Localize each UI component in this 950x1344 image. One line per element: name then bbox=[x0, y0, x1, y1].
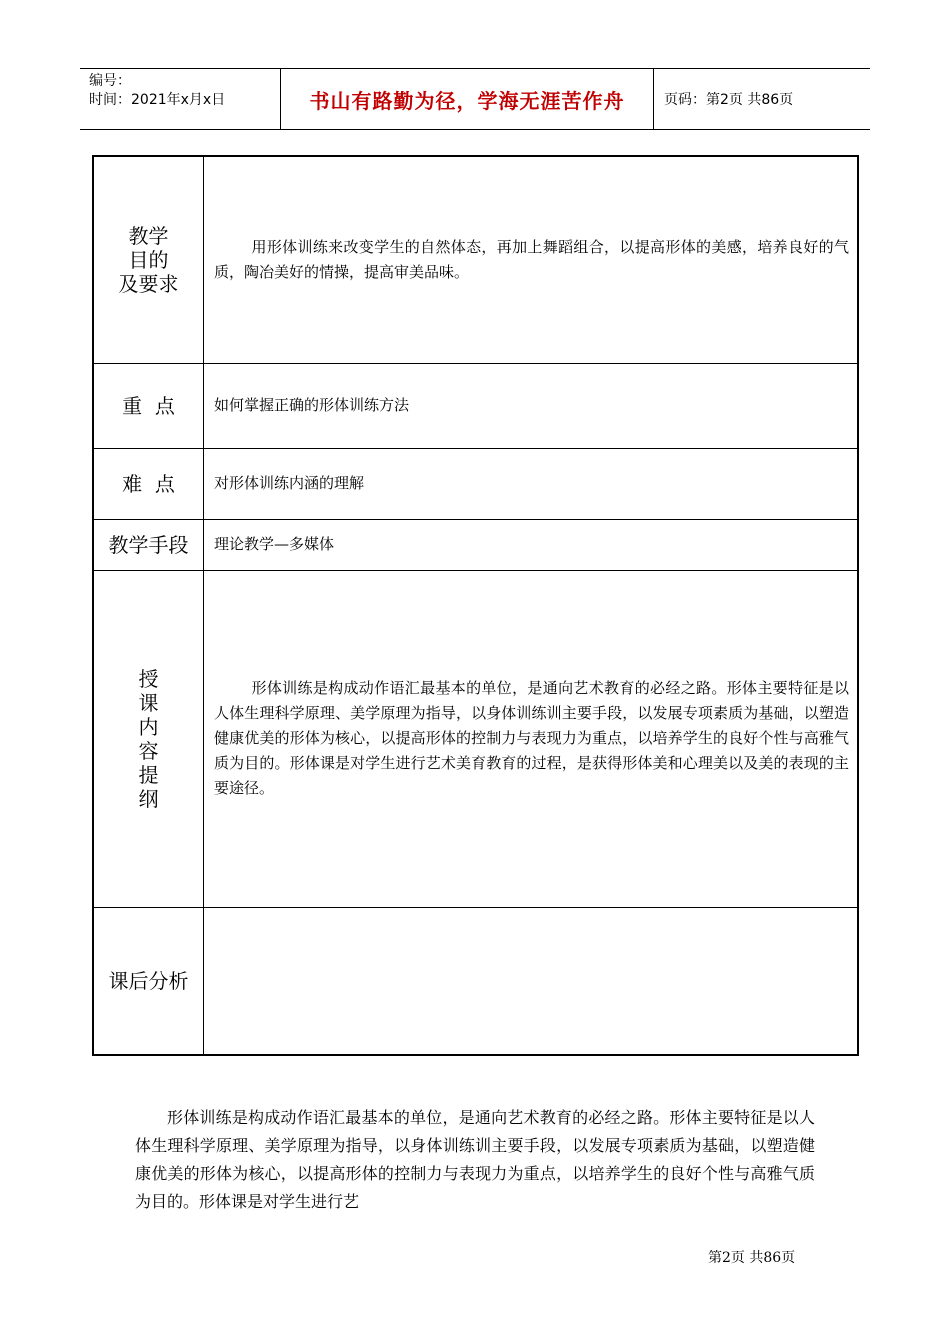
header-meta bbox=[80, 69, 281, 129]
difficulty-text: 对形体训练内涵的理解 bbox=[204, 448, 859, 519]
header-motto: 书山有路勤为径，学海无涯苦作舟 bbox=[281, 69, 654, 129]
outline-label-char: 容 bbox=[138, 738, 159, 763]
outline-label-char: 课 bbox=[138, 690, 159, 715]
key-row bbox=[93, 363, 858, 448]
goal-row bbox=[93, 156, 858, 363]
goal-label-line: 及要求 bbox=[118, 271, 179, 296]
analysis-text bbox=[204, 907, 859, 1055]
goal-label-line: 教学 bbox=[128, 223, 169, 248]
difficulty-label: 难 点 bbox=[93, 448, 204, 519]
outline-label-char: 内 bbox=[138, 714, 159, 739]
time-label: 时间：2021年x月x日 bbox=[89, 92, 226, 108]
outline-label-char: 提 bbox=[138, 762, 159, 787]
body-paragraph: 形体训练是构成动作语汇最基本的单位，是通向艺术教育的必经之路。形体主要特征是以人体生理科学原理、美学原理为指导，以身体训练训主要手段，以发展专项素质为基础，以塑造健康优美的形体为核心，以提高形体的控制力与表现力为重点，以培养学生的良好个性与高雅气质为目的。形体课是对学生进行艺 bbox=[135, 1108, 815, 1211]
means-text: 理论教学—多媒体 bbox=[204, 519, 859, 570]
difficulty-row bbox=[93, 448, 858, 519]
means-label: 教学手段 bbox=[93, 519, 204, 570]
means-row bbox=[93, 519, 858, 570]
goal-label bbox=[93, 156, 204, 363]
goal-label-line: 目的 bbox=[128, 247, 169, 272]
header-page-label: 页码：第2页 共86页 bbox=[664, 92, 794, 108]
outline-row bbox=[93, 570, 858, 907]
outline-label-char: 纲 bbox=[138, 786, 159, 811]
analysis-label: 课后分析 bbox=[93, 907, 204, 1055]
key-label: 重 点 bbox=[93, 363, 204, 448]
goal-text: 用形体训练来改变学生的自然体态，再加上舞蹈组合，以提高形体的美感，培养良好的气质，陶冶美好的情操，提高审美品味。 bbox=[204, 156, 859, 363]
outline-label-char: 授 bbox=[138, 666, 159, 691]
analysis-row bbox=[93, 907, 858, 1055]
outline-label bbox=[93, 570, 204, 907]
outline-text: 形体训练是构成动作语汇最基本的单位，是通向艺术教育的必经之路。形体主要特征是以人体生理科学原理、美学原理为指导，以身体训练训主要手段，以发展专项素质为基础，以塑造健康优美的形体为核心，以提高形体的控制力与表现力为重点，以培养学生的良好个性与高雅气质为目的。形体课是对学生进行艺术美育教育的过程，是获得形体美和心理美以及美的表现的主要途径。 bbox=[204, 570, 859, 907]
key-text: 如何掌握正确的形体训练方法 bbox=[204, 363, 859, 448]
lesson-plan-table bbox=[92, 155, 859, 1056]
page-header bbox=[80, 68, 870, 130]
page-footer: 第2页 共86页 bbox=[708, 1250, 796, 1266]
number-label: 编号： bbox=[89, 73, 131, 89]
